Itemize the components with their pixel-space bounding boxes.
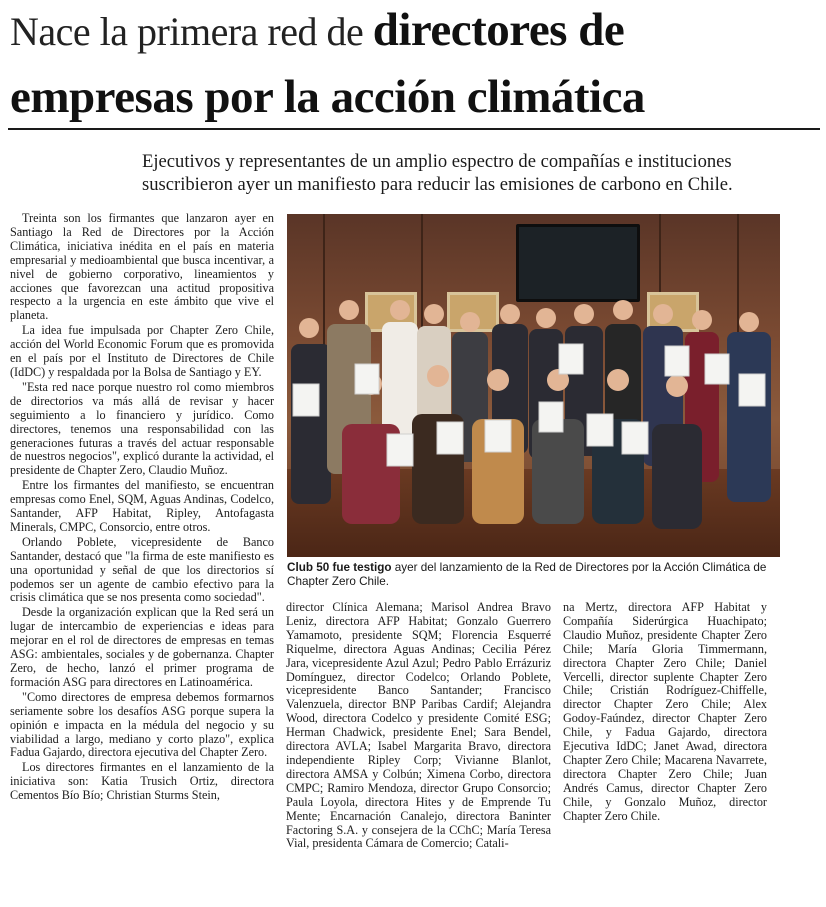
paragraph: "Esta red nace porque nuestro rol como miembros de directorios va más allá de revisar y hacer seguimiento a lo financiero y jurídico. Como directores, tenemos una responsabilidad con las generaciones futuras a través del actuar responsable de nuestros negocios", explicó durante la actividad, el presidente de Chapter Zero, Claudio Muñoz.: [10, 379, 274, 478]
headline-bold-part-2: empresas por la acción climática: [10, 71, 645, 123]
headline: [10, 2, 822, 136]
headline-rule: [8, 128, 820, 130]
body-column-1: [10, 212, 274, 804]
paragraph: na Mertz, directora AFP Habitat y Compañía Siderúrgica Huachipato; Claudio Muñoz, presidente Chapter Zero Chile; María Gloria Timmermann, directora Chapter Zero Chile; Daniel Vercelli, director suplente Chapter Zero Chile; Cristián Rodríguez-Chiffelle, director Chapter Zero Chile; Alex Godoy-Faúndez, director Chapter Zero Chile, y Fadua Gajardo, directora Ejecutiva IdDC; Janet Awad, directora Chapter Zero Chile; Macarena Navarrete, directora Chapter Zero Chile; Juan Andrés Camus, director Chapter Zero Chile, y Gonzalo Muñoz, director Chapter Zero Chile.: [563, 600, 767, 823]
body-column-3: [563, 601, 767, 825]
paragraph: Orlando Poblete, vicepresidente de Banco Santander, destacó que "la firma de este manifiesto es una oportunidad y señal de que los directorios sí podemos ser un agente de cambio efectivo para la crisis climática que se nos presenta como sociedad".: [10, 534, 274, 605]
paragraph: Entre los firmantes del manifiesto, se encuentran empresas como Enel, SQM, Aguas Andinas, Codelco, Santander, AFP Habitat, Ripley, Antofagasta Minerals, CMPC, Consorcio, entre otros.: [10, 478, 274, 534]
article-deck: Ejecutivos y representantes de un amplio espectro de compañías e instituciones suscribieron ayer un manifiesto para reducir las emisiones de carbono en Chile.: [142, 151, 733, 195]
paragraph: La idea fue impulsada por Chapter Zero Chile, acción del World Economic Forum que es promovida en el país por el Instituto de Directores de Chile (IdDC) y respaldada por la Bolsa de Santiago y EY.: [10, 323, 274, 379]
headline-light-part: Nace la primera red de: [10, 9, 373, 54]
caption-bold: Club 50 fue testigo: [287, 561, 392, 574]
paragraph: Desde la organización explican que la Red será un lugar de intercambio de experiencias e ideas para mejorar en el rol de directores de empresas en temas ASG: ambientales, sociales y de gobernanza. Chapter Zero, de hecho, lanzó el primer programa de formación ASG para directores en Latinoamérica.: [10, 605, 274, 689]
paragraph: "Como directores de empresa debemos formarnos seriamente sobre los desafíos ASG porque supera la opinión e impacta en la médula del negocio y su viabilidad a largo, mediano y corto plazo", explica Fadua Gajardo, directora ejecutiva del Chapter Zero.: [10, 689, 274, 760]
attendees-illustration: [287, 214, 780, 557]
photo-caption: [287, 561, 780, 589]
headline-bold-part-1: directores de: [372, 4, 625, 56]
group-photo: [287, 214, 780, 557]
body-column-2: [286, 601, 551, 852]
paragraph: Los directores firmantes en el lanzamiento de la iniciativa son: Katia Trusich Ortiz, directora Cementos Bío Bío; Christian Sturms Stein,: [10, 760, 274, 803]
paragraph: director Clínica Alemana; Marisol Andrea Bravo Leniz, directora AFP Habitat; Gonzalo Guerrero Yamamoto, presidente SQM; Florencia Esquerré Riquelme, directora Aguas Andinas; Cecilia Pérez Jara, vicepresidente Azul Azul; Pedro Pablo Errázuriz Domínguez, director Codelco; Orlando Poblete, vicepresidente Banco Santander; Francisco Valenzuela, director BNP Paribas Cardif; Alejandra Wood, directora Codelco y presidente Comité ESG; Herman Chadwick, presidente Enel; Sara Bendel, directora AVLA; Isabel Margarita Bravo, directora independiente Ripley Corp; Vivianne Blanlot, directora AMSA y Colbún; Ximena Corbo, directora CMPC; Ramiro Mendoza, director Grupo Consorcio; Paula Loyola, directora Hites y de Emprende Tu Mente; Encarnación Canalejo, directora Baninter Factoring S.A. y consejera de la CChC; María Teresa Vial, presidenta Cámara de Comercio; Catali-: [286, 600, 551, 851]
paragraph: Treinta son los firmantes que lanzaron ayer en Santiago la Red de Directores por la Acción Climática, iniciativa inédita en el país en materia empresarial y medioambiental que busca incentivar, a nivel de gobierno corporativo, lineamientos y acciones que favorezcan una actitud propositiva respecto a la urgencia en este ámbito que vive el planeta.: [10, 211, 274, 323]
caption-text: ayer del lanzamiento de la Red de Directores por la Acción Climática de Chapter Zero Chile.: [287, 561, 767, 588]
